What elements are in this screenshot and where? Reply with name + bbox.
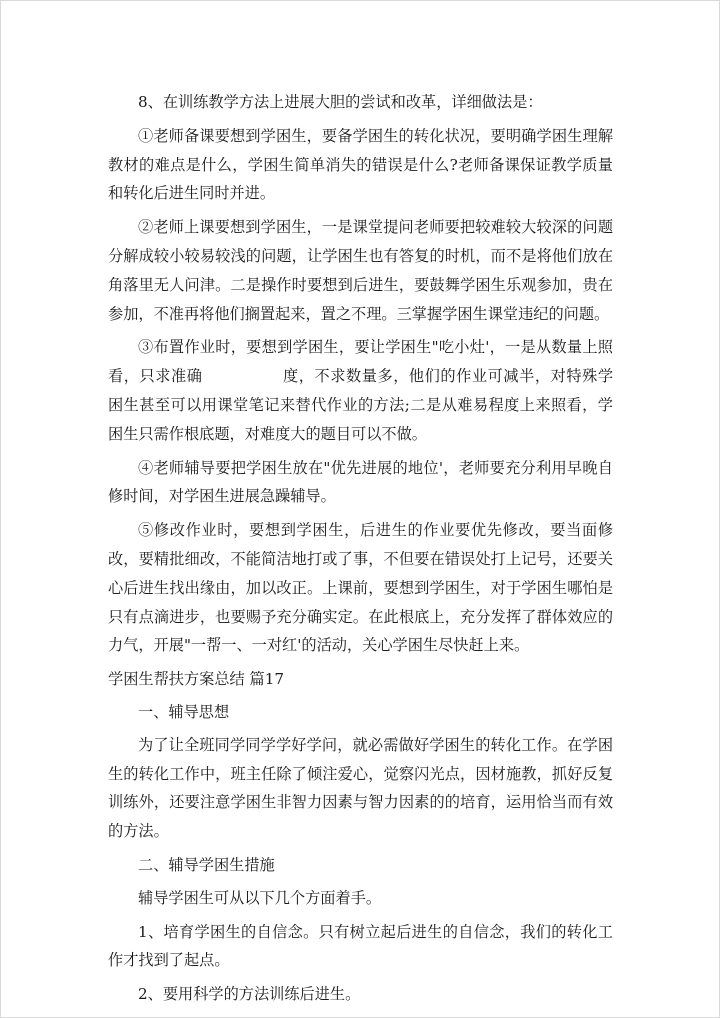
paragraph-class-teaching: ②老师上课要想到学困生，一是课堂提问老师要把较难较大较深的问题分解成较小较易较浅的问题，让学困生也有答复的时机，而不是将他们放在角落里无人问津。二是操作时要想到后进生，要鼓舞学困生乐观参加，贵在参加，不准再将他们搁置起来，置之不理。三掌握学困生课堂违纪的问题。: [108, 218, 613, 323]
paragraph-scientific-method: 2、要用科学的方法训练后进生。: [138, 985, 361, 1004]
paragraph-homework-assignment: [108, 333, 613, 448]
paragraph-homework-correction: ⑤修改作业时，要想到学困生，后进生的作业要优先修改，要当面修改，要精批细改，不能简洁地打或了事，不但要在错误处打上记号，还要关心后进生找出缘由，加以改正。上课前，要想到学困生，对于学困生哪怕是只有点滴进步，也要赐予充分确实定。在此根底上，充分发挥了群体效应的力气，开展"一帮一、一对红'的活动，关心学困生尽快赶上来。: [108, 521, 613, 655]
subheading-guiding-idea: 一、辅导思想: [138, 702, 230, 721]
paragraph-guiding-idea: 为了让全班同学同学学好学问，就必需做好学困生的转化工作。在学困生的转化工作中，班主任除了倾注爱心，觉察闪光点，因材施教，抓好反复训练外，还要注意学困生非智力因素与智力因素的的培育，运用恰当而有效的方法。: [108, 735, 613, 841]
paragraph-homework-assignment-part1: ③布置作业时，要想到学困生，要让学困生"吃小灶'，一是从数量上照看，只求准确: [108, 338, 613, 386]
paragraph-measures-intro: 辅导学困生可从以下几个方面着手。: [138, 888, 381, 907]
paragraph-self-confidence: 1、培育学困生的自信念。只有树立起后进生的自信念，我们的转化工作才找到了起点。: [108, 922, 613, 970]
paragraph-homework-assignment-part2: 度，不求数量多，他们的作业可减半，对特殊学困生甚至可以用课堂笔记来替代作业的方法;二是从难易程度上来照看，学困生只需作根底题，对难度大的题目可以不做。: [108, 367, 614, 443]
paragraph-lesson-prep: ①老师备课要想到学困生，要备学困生的转化状况，要明确学困生理解教材的难点是什么，学困生简单消失的错误是什么?老师备课保证教学质量和转化后进生同时并进。: [108, 126, 613, 203]
section-title: 学困生帮扶方案总结 篇17: [108, 670, 285, 689]
subheading-measures: 二、辅导学困生措施: [138, 855, 275, 874]
document-body: [108, 88, 613, 1014]
paragraph-method-reform: 8、在训练教学方法上进展大胆的尝试和改革，详细做法是：: [138, 93, 543, 111]
paragraph-tutoring: ④老师辅导要把学困生放在"优先进展的地位'，老师要充分利用早晚自修时间，对学困生进展急躁辅导。: [108, 458, 613, 506]
